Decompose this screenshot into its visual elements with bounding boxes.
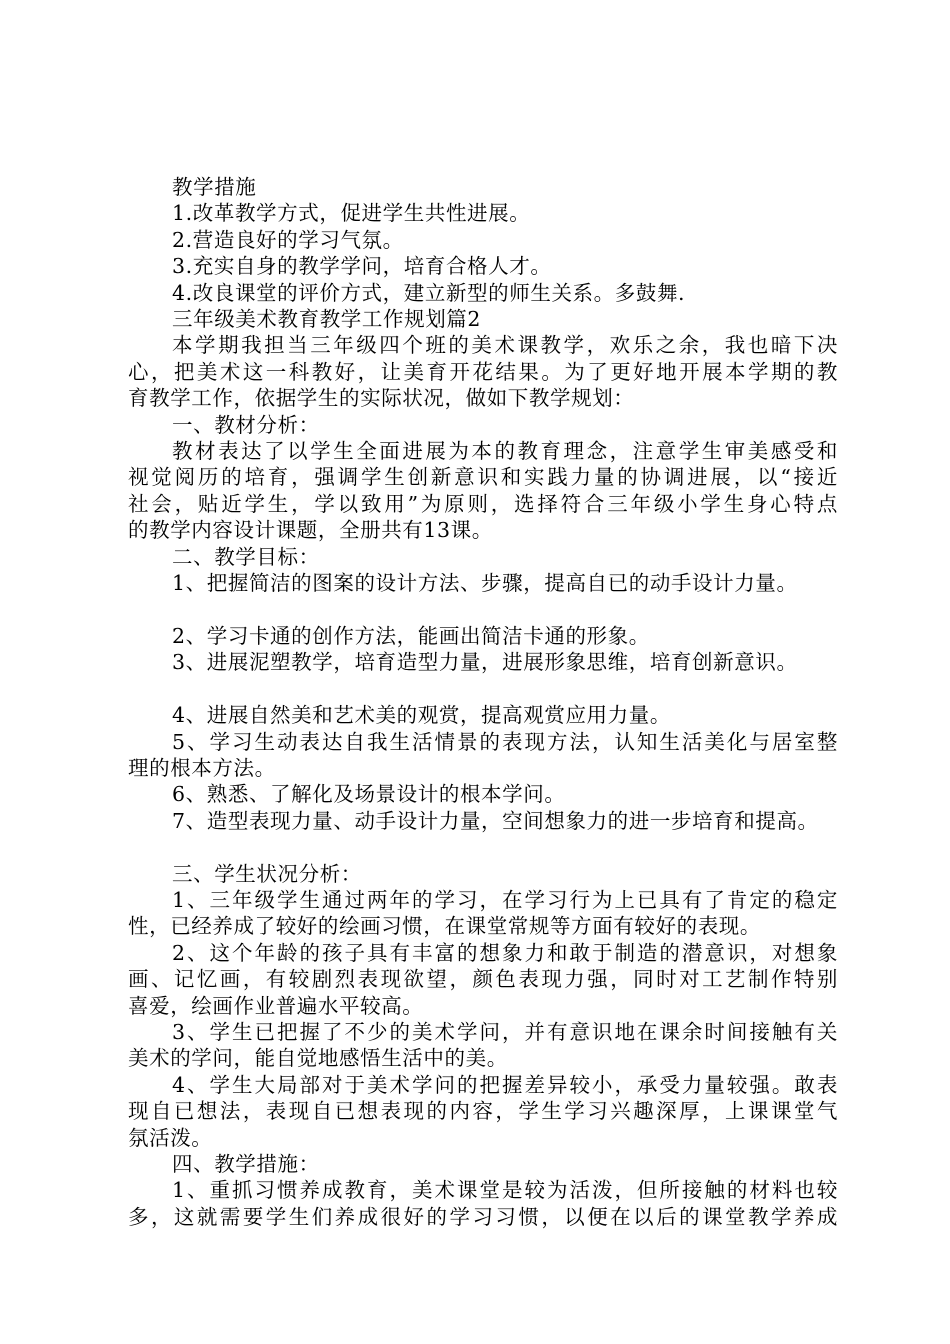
text-line: 一、教材分析：	[172, 412, 320, 437]
text-line: 3、学生已把握了不少的美术学问，并有意识地在课余时间接触有关	[172, 1019, 838, 1044]
text-line: 美术的学问，能自觉地感悟生活中的美。	[128, 1046, 508, 1071]
text-line: 4、学生大局部对于美术学问的把握差异较小，承受力量较强。敢表	[172, 1072, 838, 1097]
blank-line	[128, 597, 838, 623]
text-line: 1、重抓习惯养成教育，美术课堂是较为活泼，但所接触的材料也较	[172, 1178, 838, 1203]
text-line: 4、进展自然美和艺术美的观赏，提高观赏应用力量。	[172, 703, 671, 728]
text-line: 教材表达了以学生全面进展为本的教育理念，注意学生审美感受和	[172, 439, 838, 464]
text-line: 5、学习生动表达自我生活情景的表现方法，认知生活美化与居室整	[172, 729, 838, 754]
text-line: 四、教学措施：	[172, 1151, 320, 1176]
text-line: 社会，贴近学生，学以致用”为原则，选择符合三年级小学生身心特点	[128, 491, 838, 516]
text-line: 的教学内容设计课题，全册共有13课。	[128, 518, 493, 543]
text-line: 多，这就需要学生们养成很好的学习习惯，以便在以后的课堂教学养成	[128, 1204, 838, 1229]
text-line: 1、三年级学生通过两年的学习，在学习行为上已具有了肯定的稳定	[172, 887, 838, 912]
text-line: 教学措施	[172, 175, 257, 199]
text-line: 3、进展泥塑教学，培育造型力量，进展形象思维，培育创新意识。	[172, 650, 798, 675]
text-line: 画、记忆画，有较剧烈表现欲望，颜色表现力强，同时对工艺制作特别	[128, 967, 838, 992]
text-line: 三、学生状况分析：	[172, 861, 362, 886]
text-line: 现自已想法，表现自已想表现的内容，学生学习兴趣深厚，上课课堂气	[128, 1099, 838, 1124]
text-line: 7、造型表现力量、动手设计力量，空间想象力的进一步培育和提高。	[172, 808, 819, 833]
text-line: 3.充实自身的教学学问，培育合格人才。	[172, 254, 552, 279]
text-line: 理的根本方法。	[128, 755, 276, 780]
text-line: 4.改良课堂的评价方式，建立新型的师生关系。多鼓舞.	[172, 280, 686, 305]
text-line: 1.改革教学方式，促进学生共性进展。	[172, 201, 531, 226]
text-line: 2、学习卡通的创作方法，能画出简洁卡通的形象。	[172, 623, 650, 648]
document-body	[128, 174, 838, 1230]
text-line: 性，已经养成了较好的绘画习惯，在课堂常规等方面有较好的表现。	[128, 914, 761, 939]
text-line: 二、教学目标：	[172, 544, 320, 569]
text-line: 2、这个年龄的孩子具有丰富的想象力和敢于制造的潜意识，对想象	[172, 940, 838, 965]
text-line: 本学期我担当三年级四个班的美术课教学，欢乐之余，我也暗下决	[172, 333, 838, 358]
text-line: 氛活泼。	[128, 1125, 213, 1150]
text-line: 喜爱，绘画作业普遍水平较高。	[128, 993, 424, 1018]
blank-line	[128, 676, 838, 702]
text-line: 6、熟悉、了解化及场景设计的根本学问。	[172, 782, 566, 807]
text-line: 视觉阅历的培育，强调学生创新意识和实践力量的协调进展，以“接近	[128, 465, 838, 490]
text-line: 2.营造良好的学习气氛。	[172, 227, 404, 252]
blank-line	[128, 834, 838, 860]
text-line: 1、把握简洁的图案的设计方法、步骤，提高自已的动手设计力量。	[172, 571, 798, 596]
text-line: 心，把美术这一科教好，让美育开花结果。为了更好地开展本学期的教	[128, 359, 838, 384]
text-line: 三年级美术教育教学工作规划篇2	[172, 307, 482, 332]
text-line: 育教学工作，依据学生的实际状况，做如下教学规划：	[128, 386, 635, 411]
